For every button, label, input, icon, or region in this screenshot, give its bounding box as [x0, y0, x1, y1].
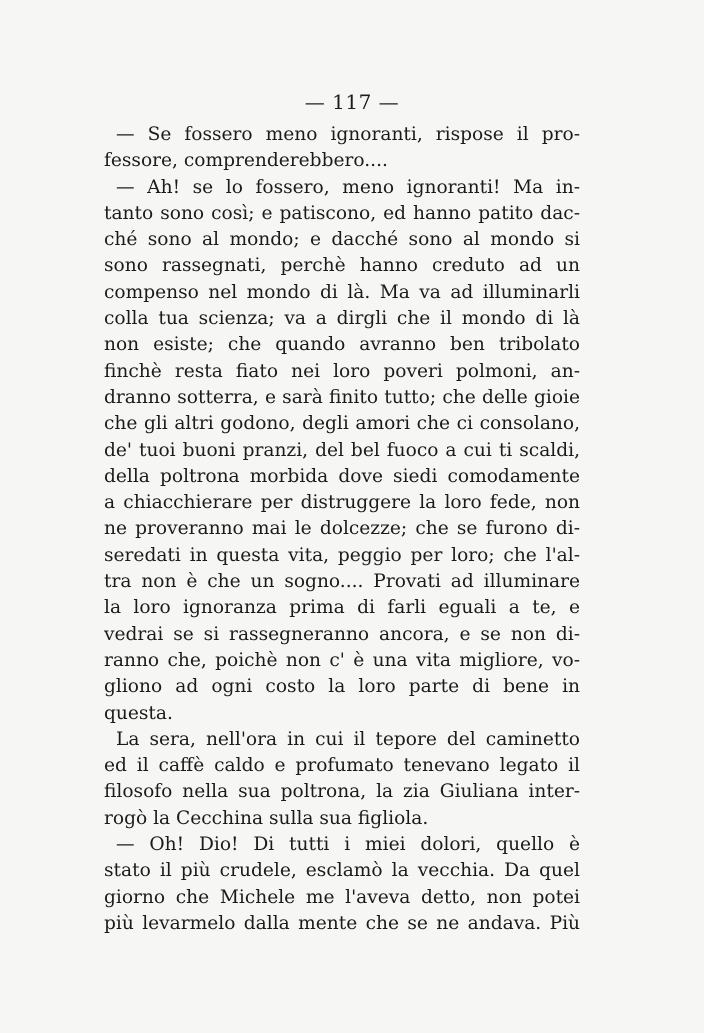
text-line: giorno che Michele me l'aveva detto, non potei: [104, 886, 580, 908]
text-line: filosofo nella sua poltrona, la zia Giuliana inter-: [104, 781, 580, 803]
text-line: — Se fossero meno ignoranti, rispose il pro-: [116, 124, 580, 145]
text-line: gliono ad ogni costo la loro parte di bene in: [104, 676, 580, 698]
text-line: questa.: [104, 702, 173, 724]
text-line: ranno che, poichè non c' è una vita migliore, vo-: [104, 649, 580, 671]
text-line: stato il più crudele, esclamò la vecchia. Da quel: [104, 860, 580, 882]
page-number: — 117 —: [304, 90, 400, 114]
text-line: finchè resta fiato nei loro poveri polmoni, an-: [104, 360, 580, 382]
text-line: ne proveranno mai le dolcezze; che se furono di-: [104, 518, 580, 540]
text-line: la loro ignoranza prima di farli eguali a te, e: [104, 597, 580, 619]
text-line: non esiste; che quando avranno ben tribolato: [104, 334, 580, 356]
text-line: — Ah! se lo fossero, meno ignoranti! Ma in-: [116, 176, 580, 198]
text-line: La sera, nell'ora in cui il tepore del caminetto: [116, 728, 580, 750]
text-line: — Oh! Dio! Di tutti i miei dolori, quello è: [116, 834, 580, 856]
text-line: fessore, comprenderebbero....: [104, 150, 388, 172]
text-line: che gli altri godono, degli amori che ci consolano,: [104, 413, 580, 435]
body-text: [104, 122, 580, 937]
text-line: della poltrona morbida dove siedi comodamente: [104, 465, 580, 487]
text-line: de' tuoi buoni pranzi, del bel fuoco a cui ti scaldi,: [104, 439, 580, 461]
text-line: più levarmelo dalla mente che se ne andava. Più: [104, 912, 580, 934]
text-line: ed il caffè caldo e profumato tenevano legato il: [104, 755, 580, 777]
text-line: tanto sono così; e patiscono, ed hanno patito dac-: [104, 202, 580, 224]
text-line: seredati in questa vita, peggio per loro; che l'al-: [104, 544, 580, 566]
text-line: ché sono al mondo; e dacché sono al mondo si: [104, 229, 580, 251]
text-line: vedrai se si rassegneranno ancora, e se non di-: [104, 623, 580, 645]
text-line: dranno sotterra, e sarà finito tutto; che delle gioie: [104, 386, 580, 408]
text-line: tra non è che un sogno.... Provati ad illuminare: [104, 571, 580, 593]
text-line: a chiacchierare per distruggere la loro fede, non: [104, 492, 580, 514]
text-line: compenso nel mondo di là. Ma va ad illuminarli: [104, 281, 580, 303]
text-line: colla tua scienza; va a dirgli che il mondo di là: [104, 308, 580, 330]
text-line: rogò la Cecchina sulla sua figliola.: [104, 807, 429, 829]
text-line: sono rassegnati, perchè hanno creduto ad un: [104, 255, 580, 277]
